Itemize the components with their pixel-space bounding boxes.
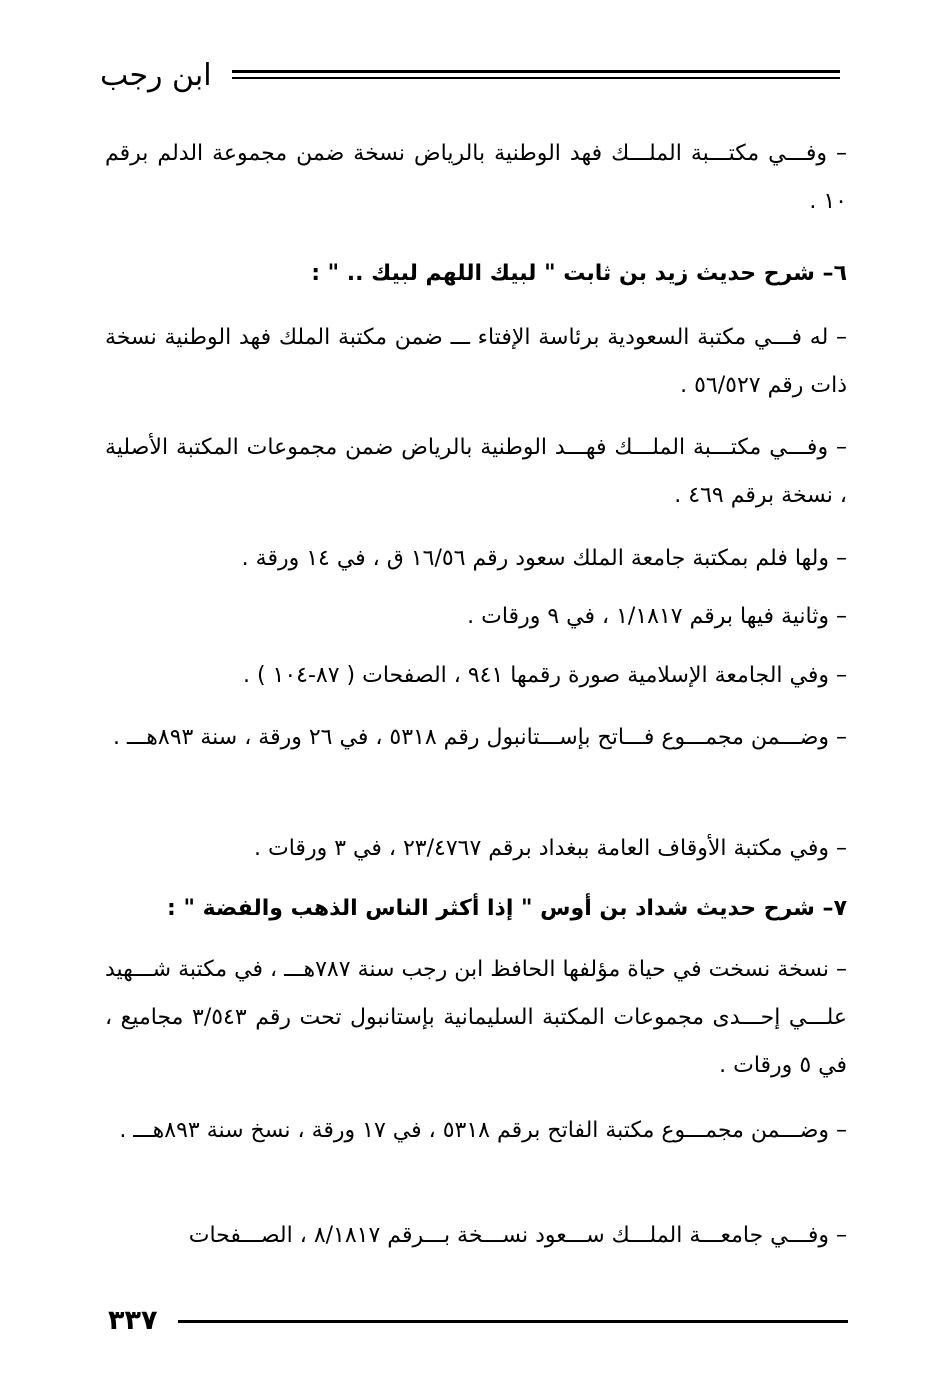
paragraph: – وفـــي مكتـــبة الملـــك فهـــد الوطنية بالرياض ضمن مجموعات المكتبة الأصلية ، نسخة برقم ٤٦٩ .	[105, 435, 847, 508]
paragraph: – وفـــي مكتـــبة الملـــك فهد الوطنية بالرياض نسخة ضمن مجموعة الدلم برقم ١٠ .	[105, 141, 847, 214]
section-heading: ٦– شرح حديث زيد بن ثابت " لبيك اللهم لبيك .. " :	[311, 261, 847, 286]
running-title: ابن رجب	[100, 58, 212, 93]
header-rule	[232, 70, 840, 79]
paragraph: – وضـــمن مجمـــوع مكتبة الفاتح برقم ٥٣١٨ ، في ١٧ ورقة ، نسخ سنة ٨٩٣هـــ .	[119, 1118, 847, 1143]
paragraph: – وفـــي جامعـــة الملـــك ســـعود نســـخة بـــرقم ٨/١٨١٧ ، الصـــفحات	[188, 1223, 847, 1248]
footer-rule	[178, 1320, 848, 1323]
section-heading: ٧– شرح حديث شداد بن أوس " إذا أكثر الناس الذهب والفضة " :	[167, 896, 847, 921]
paragraph: – وفي مكتبة الأوقاف العامة ببغداد برقم ٢٣/٤٧٦٧ ، في ٣ ورقات .	[254, 836, 847, 861]
paragraph: – نسخة نسخت في حياة مؤلفها الحافظ ابن رجب سنة ٧٨٧هـــ ، في مكتبة شـــهيد علـــي إحـــدى مجموعات المكتبة السليمانية بإستانبول تحت رقم ٣/٥٤٣ مجاميع ، في ٥ ورقات .	[105, 957, 848, 1078]
paragraph: – وثانية فيها برقم ١/١٨١٧ ، في ٩ ورقات .	[467, 604, 847, 629]
paragraph: – له فـــي مكتبة السعودية برئاسة الإفتاء ـــ ضمن مكتبة الملك فهد الوطنية نسخة ذات رقم ٥٦/٥٢٧ .	[105, 325, 847, 398]
paragraph: – ولها فلم بمكتبة جامعة الملك سعود رقم ١٦/٥٦ ق ، في ١٤ ورقة .	[241, 546, 847, 571]
paragraph: – وفي الجامعة الإسلامية صورة رقمها ٩٤١ ، الصفحات ( ٨٧-١٠٤ ) .	[242, 663, 847, 688]
paragraph: – وضـــمن مجمـــوع فـــاتح بإســـتانبول رقم ٥٣١٨ ، في ٢٦ ورقة ، سنة ٨٩٣هـــ .	[112, 725, 847, 750]
page-number: ٣٣٧	[108, 1305, 158, 1336]
